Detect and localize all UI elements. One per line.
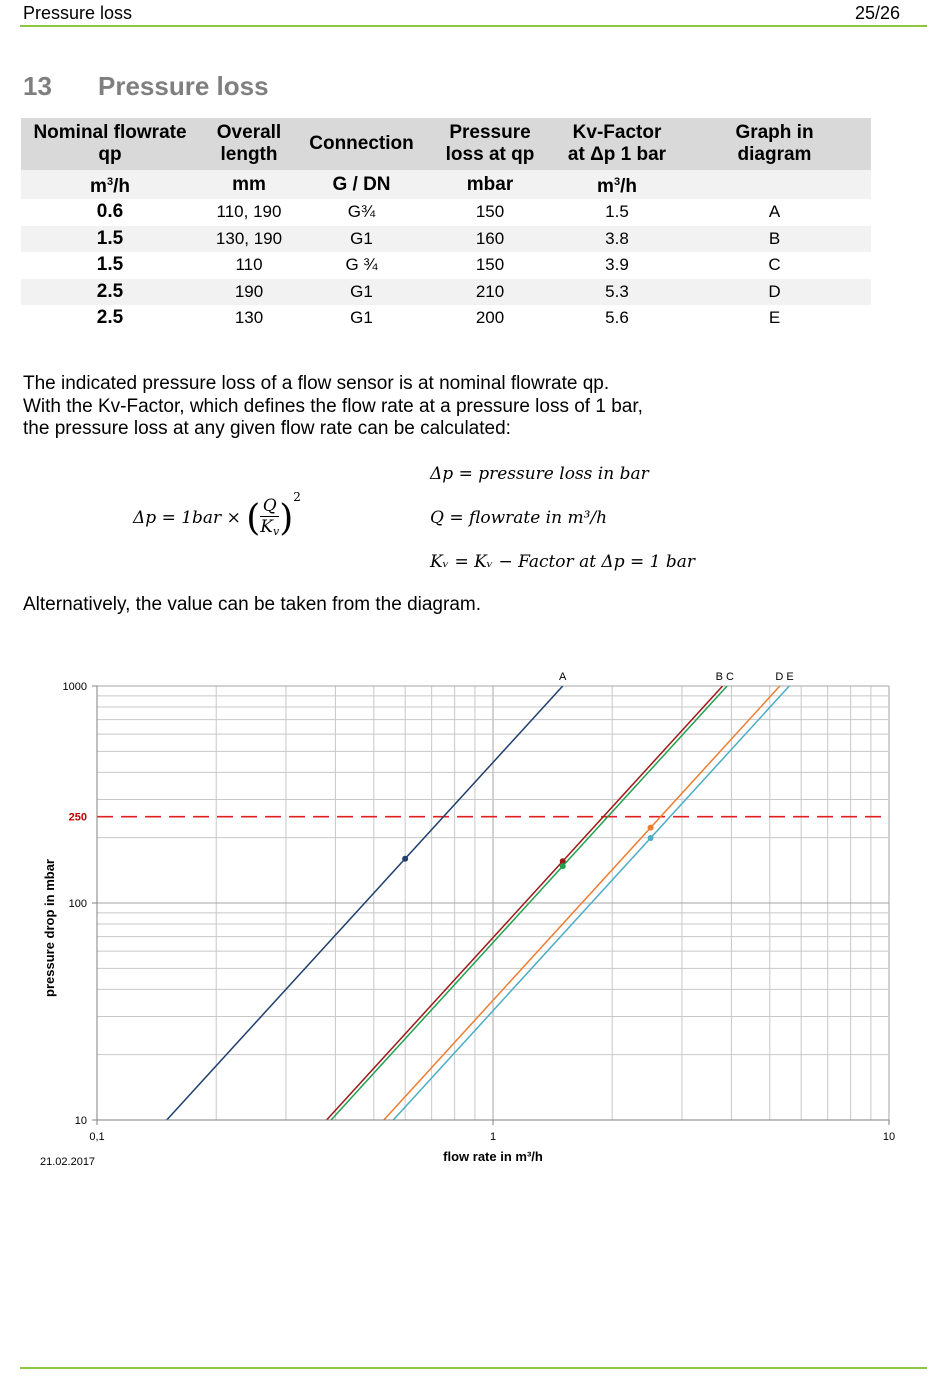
y-axis-title: pressure drop in mbar xyxy=(42,859,57,997)
cell-kv: 5.6 xyxy=(605,308,629,328)
y-tick-label: 10 xyxy=(74,1115,87,1127)
section-heading xyxy=(23,71,269,102)
cell-graph: B xyxy=(678,226,871,253)
section-title: Pressure loss xyxy=(98,71,269,101)
cell-flow: 2.5 xyxy=(96,307,124,329)
cell-flow: 2.5 xyxy=(21,279,199,306)
cell-length: 130 xyxy=(234,308,264,328)
formula-numerator: Q xyxy=(262,495,277,516)
cell-kv: 1.5 xyxy=(605,202,629,222)
cell-length: 110, 190 xyxy=(216,202,282,222)
cell-connection: G¾ xyxy=(347,202,376,222)
y-tick-label: 1000 xyxy=(62,681,87,693)
x-tick-label: 1 xyxy=(489,1131,497,1143)
definition-kv: Kᵥ = Kᵥ − Factor at Δp = 1 bar xyxy=(430,552,696,572)
header-kv-factor: Kv-Factor at Δp 1 bar xyxy=(556,118,678,170)
cell-graph: C xyxy=(768,255,781,275)
cell-flow: 1.5 xyxy=(96,254,124,276)
unit-graph xyxy=(678,170,871,199)
header-rule xyxy=(20,25,927,27)
unit-connection: G / DN xyxy=(299,170,424,199)
cell-pressure: 200 xyxy=(475,308,505,328)
series-marker-d xyxy=(648,825,654,831)
chart-grid xyxy=(97,686,889,1120)
pressure-loss-formula: Δp = 1bar × ( $\frac{Q}{K_v}$ )$^2$ xyxy=(133,490,301,542)
unit-pressure: mbar xyxy=(424,170,556,199)
cell-pressure: 150 xyxy=(475,255,505,275)
cell-kv: 3.9 xyxy=(605,255,629,275)
formula-fraction: $\frac{Q}{K_v}$ xyxy=(260,496,279,542)
series-top-label: B C xyxy=(715,671,734,683)
intro-paragraph xyxy=(23,373,643,441)
table-header-row xyxy=(21,118,871,170)
header-title: Pressure loss xyxy=(23,3,133,23)
chart-axes xyxy=(40,671,895,1168)
cell-kv: 5.3 xyxy=(556,279,678,306)
cell-length: 110 xyxy=(235,255,263,275)
y-tick-label: 100 xyxy=(68,898,87,910)
section-number: 13 xyxy=(23,71,52,101)
x-tick-label: 10 xyxy=(882,1131,896,1143)
definition-delta-p: Δp = pressure loss in bar xyxy=(430,464,649,484)
intro-line: The indicated pressure loss of a flow sensor is at nominal flowrate qp. xyxy=(23,373,610,394)
formula-exponent: 2 xyxy=(293,490,301,504)
cell-pressure: 210 xyxy=(424,279,556,306)
header-nominal-flowrate: Nominal flowrate qp xyxy=(21,118,199,170)
cell-flow: 0.6 xyxy=(96,201,124,223)
series-marker-c xyxy=(560,863,566,869)
table-row xyxy=(21,279,871,306)
table-row xyxy=(21,226,871,253)
header-connection: Connection xyxy=(299,118,424,170)
unit-flow: $m^3/h$ xyxy=(21,170,199,199)
cell-flow: 1.5 xyxy=(21,226,199,253)
reference-line-label: 250 xyxy=(68,811,87,824)
definition-q: Q = flowrate in m³/h xyxy=(430,508,608,528)
cell-graph: D xyxy=(678,279,871,306)
intro-line: the pressure loss at any given flow rate can be calculated: xyxy=(23,418,511,439)
header-pressure-loss: Pressure loss at qp xyxy=(424,118,556,170)
pressure-loss-table xyxy=(21,118,871,332)
table-row xyxy=(21,199,871,226)
table-units-row xyxy=(21,170,871,199)
header-overall-length: Overall length xyxy=(199,118,299,170)
unit-kv: $m^3/h$ xyxy=(556,170,678,199)
table-row xyxy=(21,305,871,332)
formula-lhs: Δp = 1bar × xyxy=(133,508,241,528)
x-axis-title: flow rate in m³/h xyxy=(443,1149,543,1164)
table-row xyxy=(21,252,871,279)
chart-date: 21.02.2017 xyxy=(40,1156,96,1168)
cell-pressure: 160 xyxy=(424,226,556,253)
alternative-text: Alternatively, the value can be taken from the diagram. xyxy=(23,594,482,615)
cell-length: 130, 190 xyxy=(199,226,299,253)
page-number: 25/26 xyxy=(854,3,900,23)
cell-kv: 3.8 xyxy=(556,226,678,253)
formula-denominator: K xyxy=(260,516,273,537)
series-marker-e xyxy=(648,835,654,841)
intro-line: With the Kv-Factor, which defines the flow rate at a pressure loss of 1 bar, xyxy=(23,395,643,417)
series-top-label: D E xyxy=(775,671,794,683)
cell-pressure: 150 xyxy=(475,202,505,222)
cell-connection: G ¾ xyxy=(345,255,378,275)
header-graph: Graph in diagram xyxy=(678,118,871,170)
cell-graph: A xyxy=(768,202,781,222)
cell-length: 190 xyxy=(199,279,299,306)
unit-length: mm xyxy=(199,170,299,199)
cell-connection: G1 xyxy=(299,279,424,306)
series-top-label: A xyxy=(559,671,567,683)
pressure-drop-chart xyxy=(0,650,950,1180)
cell-connection: G1 xyxy=(350,308,373,328)
series-marker-a xyxy=(402,856,408,862)
footer-rule xyxy=(20,1367,927,1369)
cell-graph: E xyxy=(768,308,781,328)
x-tick-label: 0,1 xyxy=(89,1131,105,1143)
reference-line-group xyxy=(69,812,889,824)
cell-connection: G1 xyxy=(299,226,424,253)
